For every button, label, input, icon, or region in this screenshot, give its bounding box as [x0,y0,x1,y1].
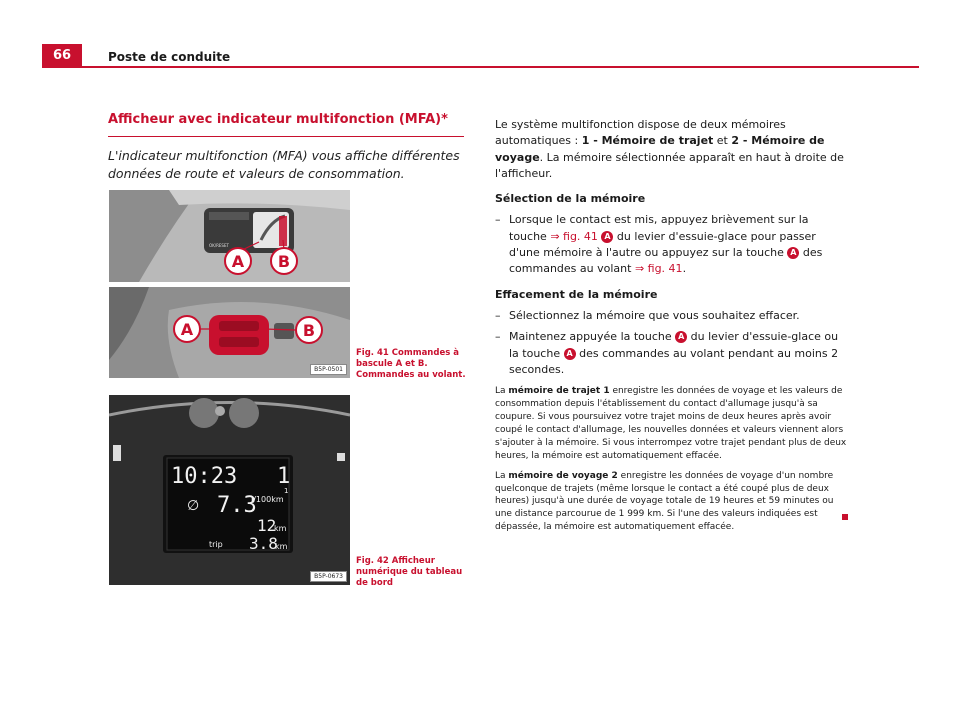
display-consumption-sup: 1 [284,487,289,495]
step-dash: – [495,213,501,227]
step-dash: – [495,308,501,322]
s3-text-c: des commandes au volant pendant au moins 2 secondes. [509,346,839,376]
lever-text: OK/RESET [209,243,229,248]
display-distance-unit: km [274,524,287,533]
header-rule [82,66,919,68]
display-consumption-unit: l/100km [251,495,284,504]
n1-text-c: enregistre les données de voyage et les valeurs de consommation depuis l'établissement du contact d'allumage jusqu'à sa coupure. Si vous poursuivez votre trajet moins de deux heures après avoir coupé le contact d'allumage, les nouvelles données et valeurs viennent alors s'ajouter à la mémoire. Si vous interrompez votre trajet pendant plus de deux heures, la mémoire est automatiquement effacée. [495,386,847,461]
note-memory-1 [495,385,847,462]
p1-text-c: et [713,134,732,148]
chapter-title: Poste de conduite [108,50,231,64]
page-header [0,0,960,70]
figure-41 [109,190,350,378]
n1-bold-b: mémoire de trajet 1 [508,386,610,397]
step-choose [495,308,847,324]
display-consumption: 7.3 [217,493,257,518]
display-trip-label: trip [209,540,223,549]
n2-text-c: enregistre les données de voyage d'un nombre quelconque de trajets (même lorsque le contact a été coupé plus de deux heures) jusqu'à une durée de voyage totale de 19 heures et 59 minutes ou une distance parcourue de 1 999 km. Si l'une des valeurs indiquées est dépassée, la mémoire est automatiquement effacée. [495,470,834,533]
s3-text-a: Maintenez appuyée la touche [509,330,676,344]
heading-selection: Sélection de la mémoire [495,192,646,206]
s1-text-c: des commandes au volant [509,246,823,276]
section-intro: L'indicateur multifonction (MFA) vous affiche différentes données de route et valeurs de consommation. [108,148,460,181]
paragraph-intro [495,117,847,182]
p1-bold-d: 2 - Mémoire de voyage [495,134,825,164]
s1-text-b: du levier d'essuie-glace pour passer d'une mémoire à l'autre ou appuyez sur la touche [509,229,816,260]
figure-42 [109,395,350,585]
key-a-badge: A [601,231,613,243]
key-a-badge: A [675,331,687,343]
step-dash: – [495,330,501,344]
s1-text-d: . [682,262,687,276]
n2-text-a: La [495,470,509,481]
figure-42-caption: Fig. 42 Afficheur numérique du tableau de bord [356,556,463,588]
display-trip-value: 3.8 [249,534,278,553]
figure-41-caption: Fig. 41 Commandes à bascule A et B. Commandes au volant. [356,348,466,380]
n2-bold-b: mémoire de voyage 2 [508,470,618,481]
note-memory-2 [495,470,847,535]
heading-erase: Effacement de la mémoire [495,287,658,301]
p1-bold-b: 1 - Mémoire de trajet [581,134,714,148]
display-memory: 1 [277,464,291,489]
figure-42-illustration [109,395,350,585]
p1-text-a: Le système multifonction dispose de deux mémoires automatiques : [495,118,786,148]
page-number: 66 [42,44,82,68]
display-clock: 10:23 [171,464,238,489]
display-symbol: ∅ [187,498,200,514]
callout-a-lever: A [231,252,245,271]
fig41-link[interactable]: ⇒ fig. 41 [550,229,598,243]
section-left [108,112,464,183]
end-marker [842,514,848,520]
fig41-link[interactable]: ⇒ fig. 41 [634,262,683,276]
figure-41-code: B5P-0501 [310,364,347,375]
callout-b-wheel: B [302,321,316,340]
section-title: Afficheur avec indicateur multifonction (MFA)* [108,112,464,137]
key-a-badge: A [564,348,576,360]
key-a-badge: A [787,247,799,259]
step-select [495,212,847,277]
callout-a-wheel: A [180,320,194,339]
p1-text-e: . La mémoire sélectionnée apparaît en haut à droite de l'afficheur. [495,150,844,180]
figure-41-illustration [109,190,350,378]
n1-text-a: La [495,386,509,397]
display-trip-unit: km [275,542,288,551]
callout-b-lever: B [277,252,291,271]
figure-42-code: B5P-0673 [310,571,347,582]
s3-text-b: du levier d'essuie-glace ou la touche [509,330,839,360]
display-distance: 12 [257,516,277,535]
s1-text-a: Lorsque le contact est mis, appuyez brièvement sur la touche [509,213,809,243]
step-hold [495,329,847,378]
section-right [495,117,847,534]
s2-text: Sélectionnez la mémoire que vous souhaitez effacer. [509,308,800,322]
